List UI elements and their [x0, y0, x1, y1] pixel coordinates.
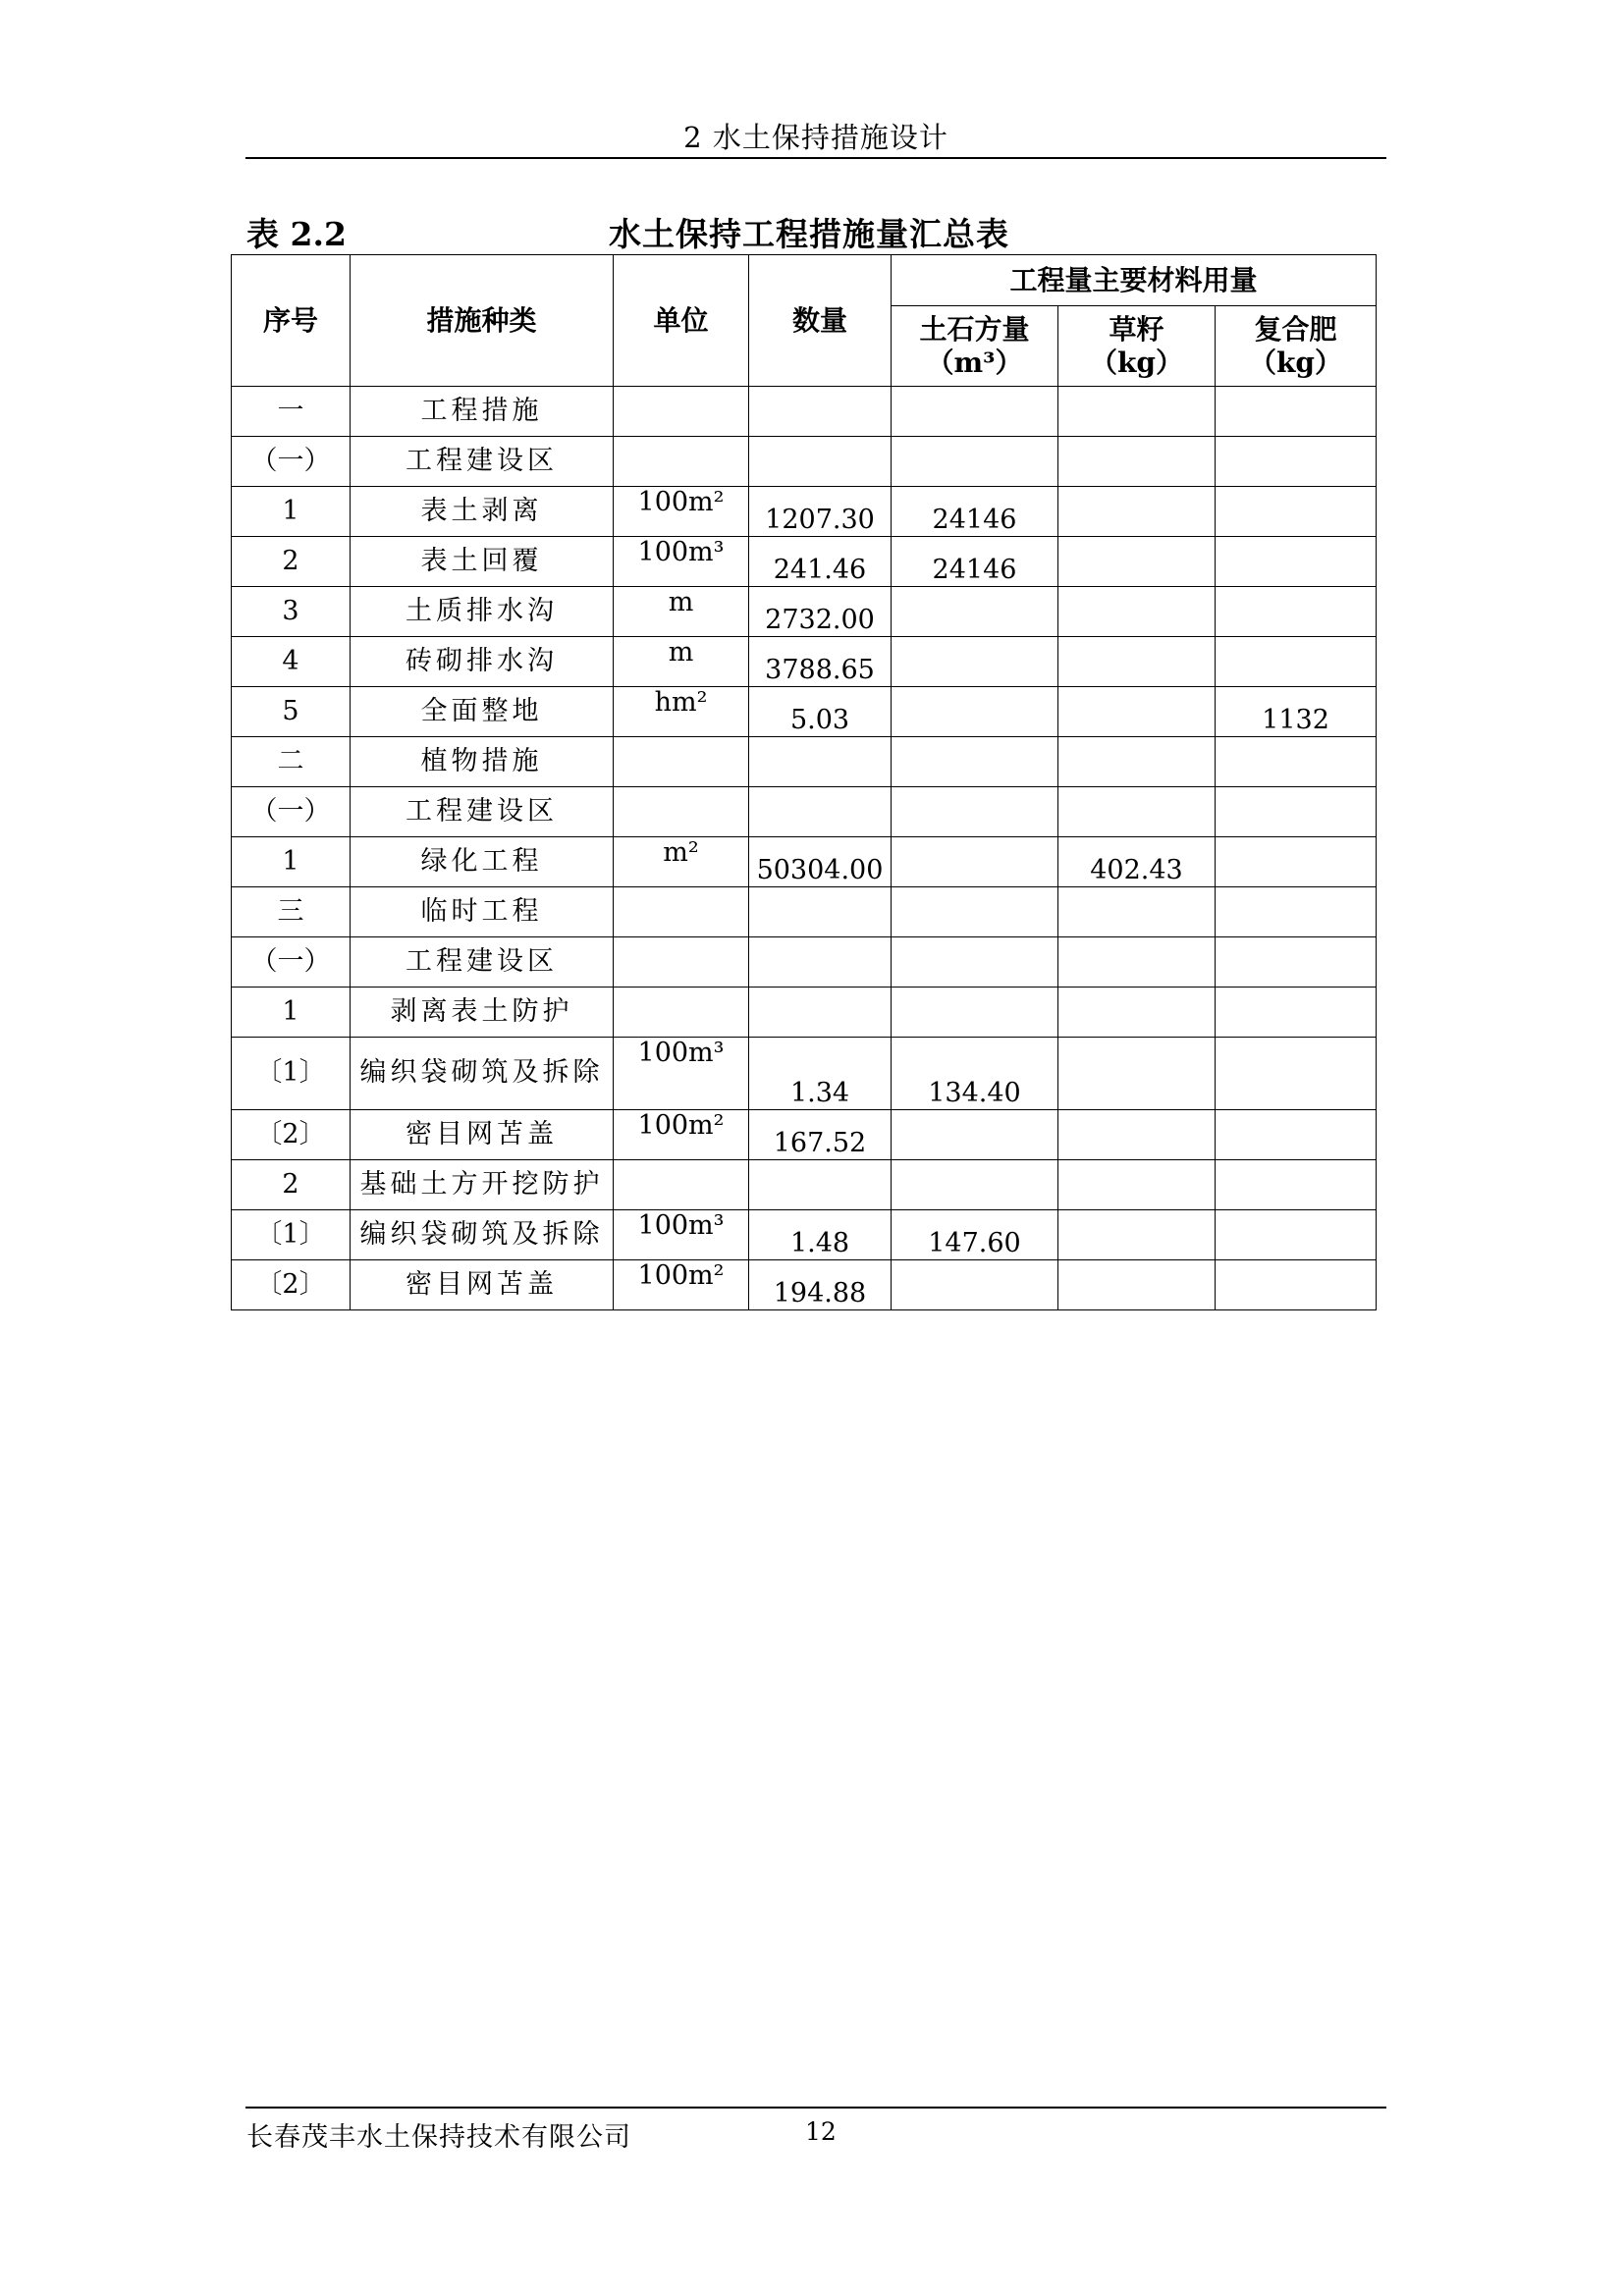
cell-earth — [892, 387, 1058, 437]
cell-seed — [1058, 637, 1216, 687]
cell-type: 植物措施 — [351, 737, 614, 787]
cell-earth — [892, 937, 1058, 988]
cell-seq: 〔1〕 — [232, 1038, 351, 1110]
table-row — [232, 737, 1377, 787]
cell-seq: 二 — [232, 737, 351, 787]
cell-earth — [892, 1160, 1058, 1210]
cell-seed — [1058, 787, 1216, 837]
cell-unit: 100m² — [614, 1110, 749, 1160]
cell-seed — [1058, 537, 1216, 587]
cell-unit: 100m³ — [614, 1210, 749, 1260]
cell-type: 密目网苫盖 — [351, 1110, 614, 1160]
cell-seq: （一） — [232, 437, 351, 487]
table-row — [232, 937, 1377, 988]
cell-seed — [1058, 387, 1216, 437]
cell-unit: 100m³ — [614, 537, 749, 587]
cell-seq: 1 — [232, 487, 351, 537]
table-row — [232, 887, 1377, 937]
cell-seed — [1058, 437, 1216, 487]
cell-unit — [614, 1160, 749, 1210]
col-header-type: 措施种类 — [351, 255, 614, 387]
cell-seq: 一 — [232, 387, 351, 437]
cell-qty: 1.34 — [749, 1038, 892, 1110]
cell-earth: 24146 — [892, 537, 1058, 587]
cell-type: 工程建设区 — [351, 787, 614, 837]
cell-unit: 100m² — [614, 1260, 749, 1310]
cell-fert — [1216, 837, 1377, 887]
cell-seed — [1058, 687, 1216, 737]
cell-seed: 402.43 — [1058, 837, 1216, 887]
cell-fert — [1216, 1210, 1377, 1260]
cell-unit: m — [614, 637, 749, 687]
cell-earth — [892, 687, 1058, 737]
col-header-fert-label: 复合肥 — [1254, 312, 1337, 346]
cell-qty: 167.52 — [749, 1110, 892, 1160]
col-header-earth — [892, 306, 1058, 387]
cell-fert — [1216, 587, 1377, 637]
table-row — [232, 988, 1377, 1038]
cell-qty — [749, 737, 892, 787]
cell-unit — [614, 937, 749, 988]
cell-qty: 5.03 — [749, 687, 892, 737]
table-row — [232, 1160, 1377, 1210]
cell-fert — [1216, 537, 1377, 587]
table-title: 水土保持工程措施量汇总表 — [609, 215, 1009, 253]
footer-rule — [245, 2107, 1386, 2109]
cell-seq: （一） — [232, 937, 351, 988]
cell-qty: 3788.65 — [749, 637, 892, 687]
cell-type: 工程建设区 — [351, 437, 614, 487]
table-row — [232, 1260, 1377, 1310]
cell-earth — [892, 587, 1058, 637]
cell-seq: 2 — [232, 1160, 351, 1210]
cell-fert — [1216, 787, 1377, 837]
cell-type: 临时工程 — [351, 887, 614, 937]
table-row — [232, 1110, 1377, 1160]
cell-fert — [1216, 937, 1377, 988]
col-header-fert — [1216, 306, 1377, 387]
cell-qty: 194.88 — [749, 1260, 892, 1310]
cell-seq: 1 — [232, 837, 351, 887]
cell-seq: 〔1〕 — [232, 1210, 351, 1260]
header-rule — [245, 157, 1386, 159]
col-header-unit: 单位 — [614, 255, 749, 387]
cell-seq: 5 — [232, 687, 351, 737]
cell-qty: 2732.00 — [749, 587, 892, 637]
cell-qty — [749, 1160, 892, 1210]
cell-qty: 241.46 — [749, 537, 892, 587]
cell-fert — [1216, 1260, 1377, 1310]
cell-type: 剥离表土防护 — [351, 988, 614, 1038]
cell-seq: 三 — [232, 887, 351, 937]
cell-seq: 4 — [232, 637, 351, 687]
cell-type: 编织袋砌筑及拆除 — [351, 1210, 614, 1260]
cell-earth — [892, 1260, 1058, 1310]
cell-seq: （一） — [232, 787, 351, 837]
cell-seed — [1058, 1038, 1216, 1110]
table-row — [232, 387, 1377, 437]
cell-qty — [749, 988, 892, 1038]
table-row — [232, 437, 1377, 487]
cell-unit: 100m² — [614, 487, 749, 537]
cell-seed — [1058, 988, 1216, 1038]
page-number: 12 — [805, 2117, 837, 2146]
cell-seed — [1058, 1110, 1216, 1160]
cell-earth — [892, 887, 1058, 937]
cell-fert — [1216, 437, 1377, 487]
table-row — [232, 1210, 1377, 1260]
cell-fert — [1216, 1110, 1377, 1160]
cell-seq: 〔2〕 — [232, 1110, 351, 1160]
cell-seed — [1058, 1160, 1216, 1210]
cell-unit: hm² — [614, 687, 749, 737]
col-header-seed-unit: （kg） — [1090, 346, 1183, 379]
cell-qty: 1.48 — [749, 1210, 892, 1260]
col-header-earth-label: 土石方量 — [919, 312, 1030, 346]
cell-fert — [1216, 487, 1377, 537]
cell-fert: 1132 — [1216, 687, 1377, 737]
cell-earth: 24146 — [892, 487, 1058, 537]
cell-earth — [892, 637, 1058, 687]
cell-fert — [1216, 1160, 1377, 1210]
cell-seed — [1058, 737, 1216, 787]
col-header-qty: 数量 — [749, 255, 892, 387]
table-row — [232, 837, 1377, 887]
cell-earth — [892, 1110, 1058, 1160]
table-row — [232, 787, 1377, 837]
col-header-seed-label: 草籽 — [1109, 312, 1164, 346]
cell-unit — [614, 887, 749, 937]
cell-unit: 100m³ — [614, 1038, 749, 1110]
table-row — [232, 487, 1377, 537]
cell-fert — [1216, 887, 1377, 937]
cell-earth — [892, 437, 1058, 487]
cell-seed — [1058, 1210, 1216, 1260]
cell-seq: 1 — [232, 988, 351, 1038]
col-header-fert-unit: （kg） — [1249, 346, 1342, 379]
cell-earth — [892, 837, 1058, 887]
table-row — [232, 687, 1377, 737]
cell-qty — [749, 387, 892, 437]
table-number: 表 2.2 — [246, 215, 347, 253]
cell-type: 基础土方开挖防护 — [351, 1160, 614, 1210]
cell-fert — [1216, 737, 1377, 787]
cell-qty: 1207.30 — [749, 487, 892, 537]
cell-type: 编织袋砌筑及拆除 — [351, 1038, 614, 1110]
cell-qty — [749, 887, 892, 937]
cell-earth: 147.60 — [892, 1210, 1058, 1260]
table-row — [232, 637, 1377, 687]
cell-seed — [1058, 587, 1216, 637]
cell-qty — [749, 437, 892, 487]
cell-unit: m — [614, 587, 749, 637]
cell-seed — [1058, 937, 1216, 988]
cell-unit — [614, 787, 749, 837]
cell-type: 工程建设区 — [351, 937, 614, 988]
cell-qty: 50304.00 — [749, 837, 892, 887]
cell-fert — [1216, 1038, 1377, 1110]
measures-summary-table — [231, 254, 1377, 1310]
table-row — [232, 1038, 1377, 1110]
cell-type: 密目网苫盖 — [351, 1260, 614, 1310]
cell-seq: 3 — [232, 587, 351, 637]
cell-seq: 2 — [232, 537, 351, 587]
cell-type: 表土回覆 — [351, 537, 614, 587]
cell-qty — [749, 937, 892, 988]
cell-type: 土质排水沟 — [351, 587, 614, 637]
cell-seed — [1058, 887, 1216, 937]
cell-unit: m² — [614, 837, 749, 887]
cell-earth — [892, 787, 1058, 837]
cell-unit — [614, 437, 749, 487]
cell-qty — [749, 787, 892, 837]
cell-fert — [1216, 988, 1377, 1038]
page-header: 2 水土保持措施设计 — [683, 121, 948, 154]
col-header-group: 工程量主要材料用量 — [892, 255, 1377, 306]
cell-fert — [1216, 387, 1377, 437]
table-row — [232, 587, 1377, 637]
cell-seed — [1058, 487, 1216, 537]
cell-type: 全面整地 — [351, 687, 614, 737]
cell-type: 表土剥离 — [351, 487, 614, 537]
cell-unit — [614, 988, 749, 1038]
footer-company: 长春茂丰水土保持技术有限公司 — [246, 2122, 631, 2153]
cell-fert — [1216, 637, 1377, 687]
col-header-seed — [1058, 306, 1216, 387]
cell-type: 工程措施 — [351, 387, 614, 437]
col-header-earth-unit: （m³） — [926, 346, 1023, 379]
cell-earth — [892, 988, 1058, 1038]
col-header-seq: 序号 — [232, 255, 351, 387]
cell-seq: 〔2〕 — [232, 1260, 351, 1310]
cell-unit — [614, 737, 749, 787]
cell-type: 砖砌排水沟 — [351, 637, 614, 687]
table-row — [232, 537, 1377, 587]
cell-type: 绿化工程 — [351, 837, 614, 887]
cell-unit — [614, 387, 749, 437]
cell-earth — [892, 737, 1058, 787]
cell-seed — [1058, 1260, 1216, 1310]
cell-earth: 134.40 — [892, 1038, 1058, 1110]
